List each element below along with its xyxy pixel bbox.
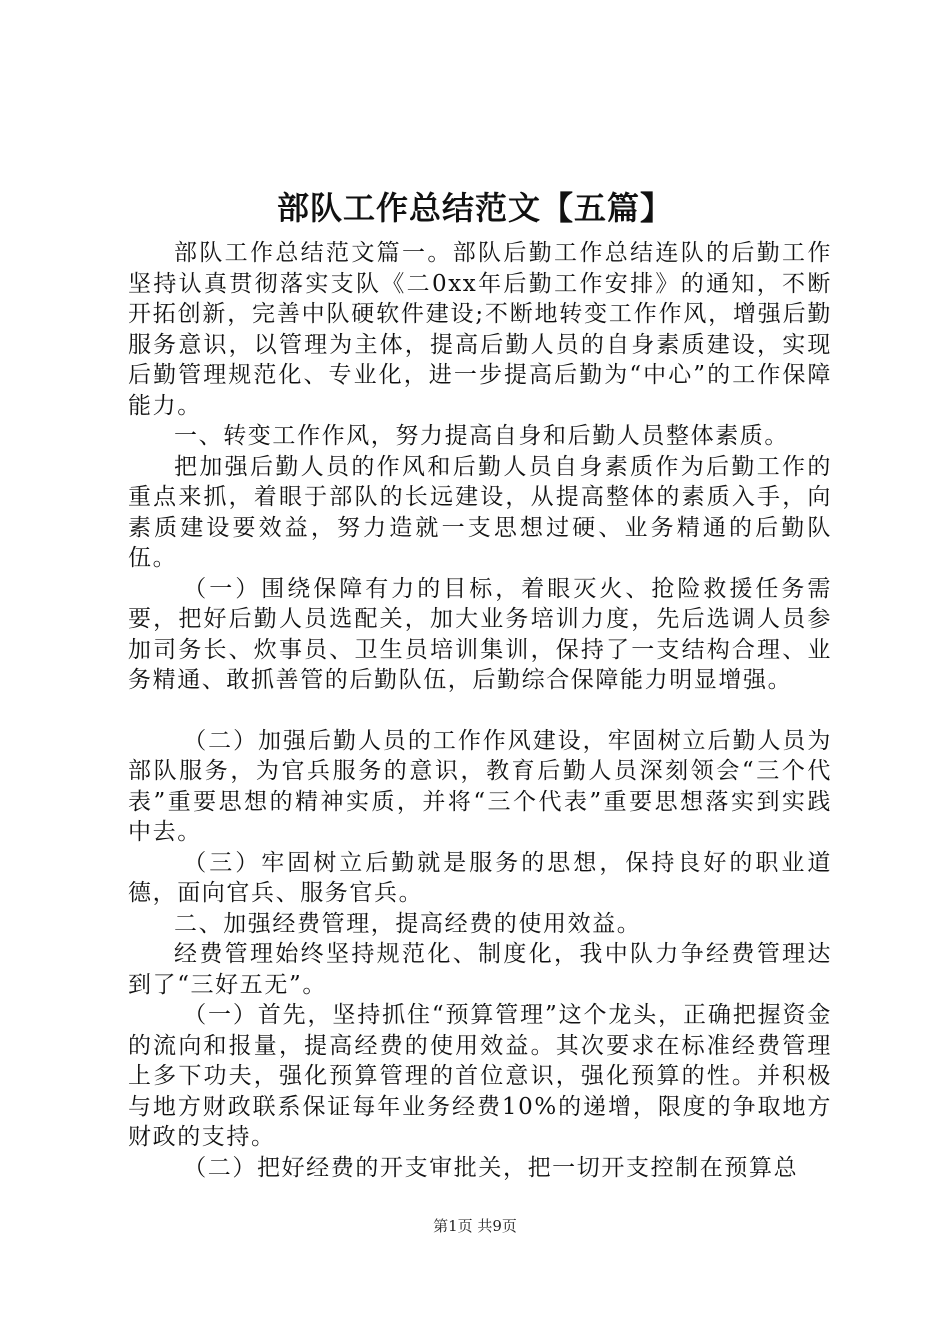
paragraph-item-1-3: （三）牢固树立后勤就是服务的思想，保持良好的职业道德，面向官兵、服务官兵。 bbox=[128, 849, 832, 906]
paragraph-item-1-1: （一）围绕保障有力的目标，着眼灭火、抢险救援任务需要，把好后勤人员选配关，加大业务培训力度，先后选调人员参加司务长、炊事员、卫生员培训集训，保持了一支结构合理、业务精通、敢抓善管的后勤队伍，后勤综合保障能力明显增强。 bbox=[128, 575, 832, 693]
page-number-footer: 第1页 共9页 bbox=[433, 1217, 517, 1235]
document-title: 部队工作总结范文【五篇】 bbox=[276, 189, 673, 227]
paragraph-gap bbox=[128, 696, 832, 726]
section-heading-1: 一、转变工作作风，努力提高自身和后勤人员整体素质。 bbox=[174, 423, 789, 449]
paragraph-section-2: 经费管理始终坚持规范化、制度化，我中队力争经费管理达到了“三好五无”。 bbox=[128, 941, 832, 998]
paragraph-item-2-1: （一）首先，坚持抓住“预算管理”这个龙头，正确把握资金的流向和报量，提高经费的使用效益。其次要求在标准经费管理上多下功夫，强化预算管理的首位意识，强化预算的性。并积极与地方财政联系保证每年业务经费10%的递增，限度的争取地方财政的支持。 bbox=[128, 1002, 832, 1150]
paragraph-item-2-2: （二）把好经费的开支审批关，把一切开支控制在预算总 bbox=[183, 1154, 799, 1181]
document-body bbox=[128, 238, 832, 1183]
paragraph-intro: 部队工作总结范文篇一。部队后勤工作总结连队的后勤工作坚持认真贯彻落实支队《二0xx年后勤工作安排》的通知，不断开拓创新，完善中队硬软件建设;不断地转变工作作风，增强后勤服务意识，以管理为主体，提高后勤人员的自身素质建设，实现后勤管理规范化、专业化，进一步提高后勤为“中心”的工作保障能力。 bbox=[128, 240, 832, 419]
section-heading-2: 二、加强经费管理，提高经费的使用效益。 bbox=[174, 910, 642, 937]
paragraph-item-1-2: （二）加强后勤人员的工作作风建设，牢固树立后勤人员为部队服务，为官兵服务的意识，教育后勤人员深刻领会“三个代表”重要思想的精神实质，并将“三个代表”重要思想落实到实践中去。 bbox=[128, 727, 832, 845]
paragraph-section-1: 把加强后勤人员的作风和后勤人员自身素质作为后勤工作的重点来抓，着眼于部队的长远建设，从提高整体的素质入手，向素质建设要效益，努力造就一支思想过硬、业务精通的后勤队伍。 bbox=[128, 453, 832, 571]
